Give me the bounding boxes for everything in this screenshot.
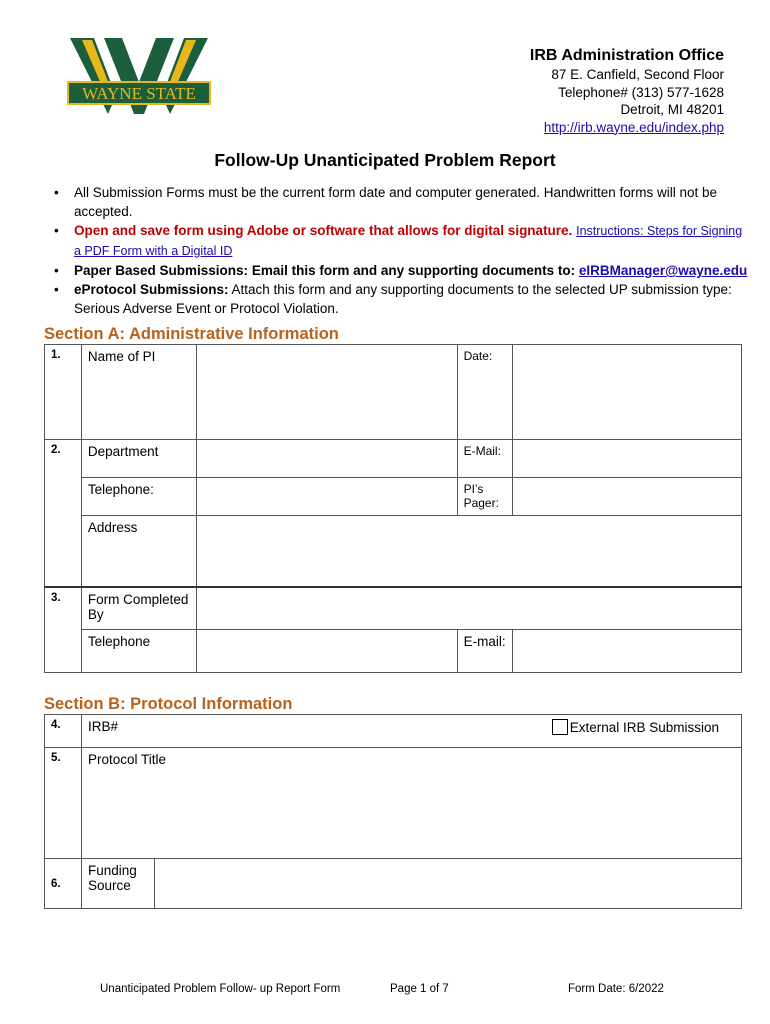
bullet-digital-signature — [50, 221, 750, 261]
external-irb-label: External IRB Submission — [569, 720, 719, 735]
label-form-completed-by: Form Completed By — [81, 587, 197, 630]
label-date: Date: — [457, 345, 513, 440]
footer-form-name: Unanticipated Problem Follow- up Report Form — [100, 983, 341, 995]
bullet-eprotocol: • eProtocol Submissions: Attach this form and any supporting documents to the selected UP submission type: Serious Adverse Event or Protocol Violation. — [50, 280, 750, 318]
external-irb-option — [552, 719, 719, 735]
form-completed-by-field[interactable] — [197, 587, 742, 630]
document-title: Follow-Up Unanticipated Problem Report — [214, 150, 556, 170]
label-email: E-Mail: — [457, 440, 513, 478]
section-b-title: Section B: Protocol Information — [44, 695, 293, 713]
section-b-table: 4. IRB# External IRB Submission 5. Protocol Title 6. Funding Source — [44, 714, 742, 909]
label-irb-number: IRB# — [88, 719, 119, 734]
logo-text: WAYNE STATE — [82, 84, 196, 103]
irb-number-row — [82, 715, 742, 748]
label-email-2: E-mail: — [457, 630, 513, 673]
email-field[interactable] — [513, 440, 742, 478]
office-address: 87 E. Canfield, Second Floor — [551, 67, 724, 82]
pi-pager-field[interactable] — [513, 478, 742, 516]
section-a-table: 1. Name of PI Date: 2. Department E-Mail: Telephone: PI’s Pager: Address 3. Form Completed By Telephone E-mail: — [44, 344, 742, 673]
wayne-state-logo — [64, 34, 214, 124]
office-url-link[interactable]: http://irb.wayne.edu/index.php — [543, 119, 724, 135]
digital-signature-note: Open and save form using Adobe or software that allows for digital signature. — [74, 223, 573, 238]
label-name-of-pi: Name of PI — [81, 345, 197, 440]
instructions-list — [50, 183, 750, 318]
label-department: Department — [81, 440, 197, 478]
protocol-title-field[interactable] — [82, 748, 742, 859]
telephone-field[interactable] — [197, 478, 457, 516]
label-pi-pager: PI’s Pager: — [457, 478, 513, 516]
department-field[interactable] — [197, 440, 457, 478]
label-address: Address — [81, 516, 197, 587]
pi-name-field[interactable] — [197, 345, 457, 440]
signing-instructions-link[interactable]: Instructions: Steps for Signing a PDF Form with a Digital ID — [74, 224, 743, 258]
office-phone: Telephone# (313) 577-1628 — [558, 84, 724, 100]
email-2-field[interactable] — [513, 630, 742, 673]
label-protocol-title: Protocol Title — [88, 752, 167, 767]
address-field[interactable] — [197, 516, 742, 587]
date-field[interactable] — [513, 345, 742, 440]
label-telephone: Telephone: — [81, 478, 197, 516]
section-a-title: Section A: Administrative Information — [44, 325, 339, 343]
office-city: Detroit, MI 48201 — [620, 102, 724, 117]
bullet-handwritten: • All Submission Forms must be the current form date and computer generated. Handwritten forms will not be accepted. — [50, 183, 750, 221]
footer-page-number: Page 1 of 7 — [390, 983, 449, 995]
external-irb-checkbox[interactable] — [552, 719, 568, 735]
label-funding-source: Funding Source — [82, 859, 155, 909]
telephone-2-field[interactable] — [197, 630, 457, 673]
label-telephone-2: Telephone — [81, 630, 197, 673]
office-title: IRB Administration Office — [529, 47, 724, 64]
footer-form-date: Form Date: 6/2022 — [568, 983, 664, 995]
bullet-paper-submission: • Paper Based Submissions: Email this form and any supporting documents to: eIRBManager@wayne.edu — [50, 261, 750, 280]
funding-source-field[interactable] — [155, 859, 742, 909]
office-address-block — [530, 46, 724, 136]
eirb-email-link[interactable]: eIRBManager@wayne.edu — [578, 263, 748, 278]
